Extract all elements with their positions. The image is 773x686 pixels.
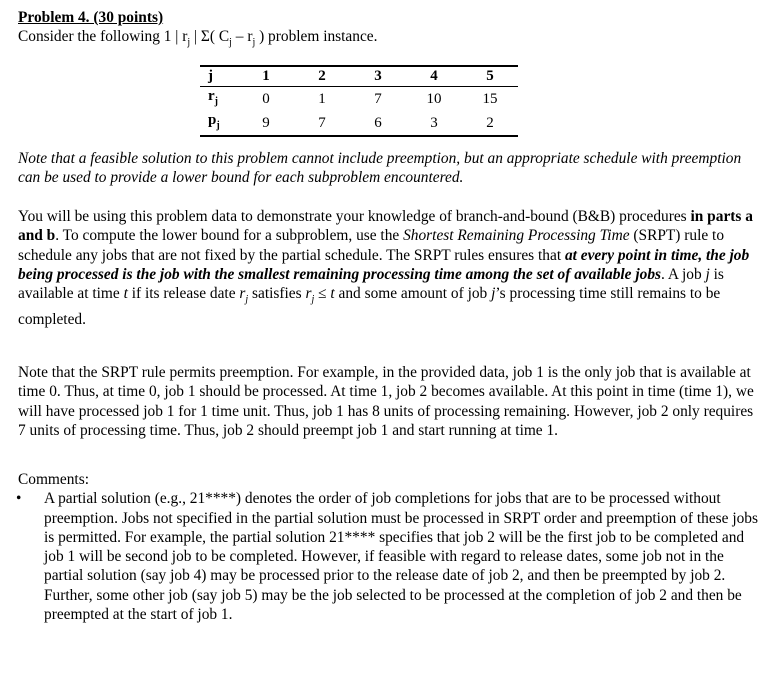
table-cell: 5 (462, 66, 518, 87)
para1-text: is available at time (18, 265, 724, 303)
para1-italic: r (305, 285, 312, 303)
table-row-r (200, 87, 518, 112)
intro-sub-3: j (252, 37, 256, 49)
comments-section (18, 470, 758, 624)
row-header-j-label: j (208, 68, 213, 84)
intro-text-4: ) problem instance. (255, 28, 378, 45)
para1-italic: r (239, 285, 246, 303)
srpt-paragraph (18, 207, 758, 329)
para1-italic: j (491, 285, 496, 303)
table-cell: 15 (482, 90, 498, 107)
para1-bold: in parts a and b (18, 208, 753, 245)
row-header-p-label: p (208, 112, 217, 128)
para1-text: . To compute the lower bound for a subproblem, use the (55, 227, 404, 245)
row-header-r-sub: j (214, 96, 219, 107)
problem-title: Problem 4. (30 points) (18, 9, 164, 26)
data-table-wrap (200, 65, 518, 137)
srpt-example-paragraph: Note that the SRPT rule permits preemption. For example, in the provided data, job 1 is the only job that is available at time 0. Thus, at time 0, job 1 should be processed. At time 1, job 2 becomes available. At this point in time (time 1), we will have processed job 1 for 1 time unit. Thus, job 1 has 8 units of processing remaining. However, job 2 only requires 7 units of processing time. Thus, job 2 should preempt job 1 and start running at time 1. (18, 364, 754, 439)
row-header-j (200, 66, 238, 87)
para1-text: . A job (661, 265, 706, 283)
intro-sub-2: j (229, 37, 232, 49)
table-cell: 0 (262, 90, 270, 107)
table-cell: 3 (406, 111, 462, 136)
table-cell: 4 (406, 66, 462, 87)
table-cell: 6 (350, 111, 406, 136)
para1-sub: j (311, 294, 315, 306)
intro-text-2: | Σ( C (190, 28, 230, 45)
para1-italic: t (330, 285, 335, 303)
para1-italic: Shortest Remaining Processing Time (403, 227, 630, 245)
para1-bold-italic: at every point in time, the job being processed is the job with the smallest remaining processing time among the set of available jobs (18, 246, 750, 283)
table-row-p (200, 111, 518, 136)
para1-italic: j (705, 265, 710, 283)
document-page (16, 8, 758, 624)
para1-text: and some amount of job (334, 285, 492, 303)
problem-data-table (200, 65, 518, 137)
intro-text-1: Consider the following 1 | r (18, 28, 188, 45)
comments-heading: Comments: (18, 471, 89, 488)
bullet-icon: • (16, 490, 22, 508)
list-item (18, 489, 758, 624)
table-cell: 7 (294, 111, 350, 136)
para1-text: ’s processing time still remains to be completed. (18, 285, 721, 328)
para1-text: (SRPT) rule to schedule any jobs that are not fixed by the partial schedule. The SRPT rules ensures that (18, 227, 725, 264)
intro-text-3: – r (231, 28, 253, 45)
para1-sub: j (245, 294, 249, 306)
table-cell: 7 (374, 90, 382, 107)
row-header-p (200, 111, 238, 136)
intro-sub-1: j (187, 37, 191, 49)
table-cell: 1 (318, 90, 326, 107)
row-header-r (200, 87, 238, 112)
para1-text: satisfies (248, 285, 306, 303)
para1-text: You will be using this problem data to demonstrate your knowledge of branch-and-bound (B&B) procedures (18, 208, 691, 225)
para1-italic: t (123, 285, 128, 303)
table-cell: 9 (238, 111, 294, 136)
table-cell: 2 (462, 111, 518, 136)
para1-text: if its release date (127, 285, 240, 303)
para1-text: ≤ (314, 285, 331, 303)
table-cell: 3 (350, 66, 406, 87)
table-cell: 10 (426, 90, 442, 107)
table-cell: 2 (294, 66, 350, 87)
preemption-note: Note that a feasible solution to this problem cannot include preemption, but an appropriate schedule with preemption can be used to provide a lower bound for each subproblem encountered. (18, 150, 742, 187)
row-header-p-sub: j (216, 120, 220, 131)
row-header-r-label: r (208, 88, 215, 104)
table-row-j (200, 66, 518, 87)
table-cell: 1 (238, 66, 294, 87)
problem-intro (18, 27, 758, 53)
comment-item-text: A partial solution (e.g., 21****) denotes the order of job completions for jobs that are to be processed without preemption. Jobs not specified in the partial solution must be processed in SRPT order and preemption of these jobs is permitted. For example, the partial solution 21**** specifies that job 2 will be the first job to be completed and job 1 will be second job to be completed. However, if feasible with regard to release dates, some job not in the partial solution (say job 4) may be processed prior to the release date of job 2, and then be preempted by job 2. Further, some other job (say job 5) may be the job selected to be processed at the completion of job 2 and then be preempted at the start of job 1. (44, 490, 758, 624)
